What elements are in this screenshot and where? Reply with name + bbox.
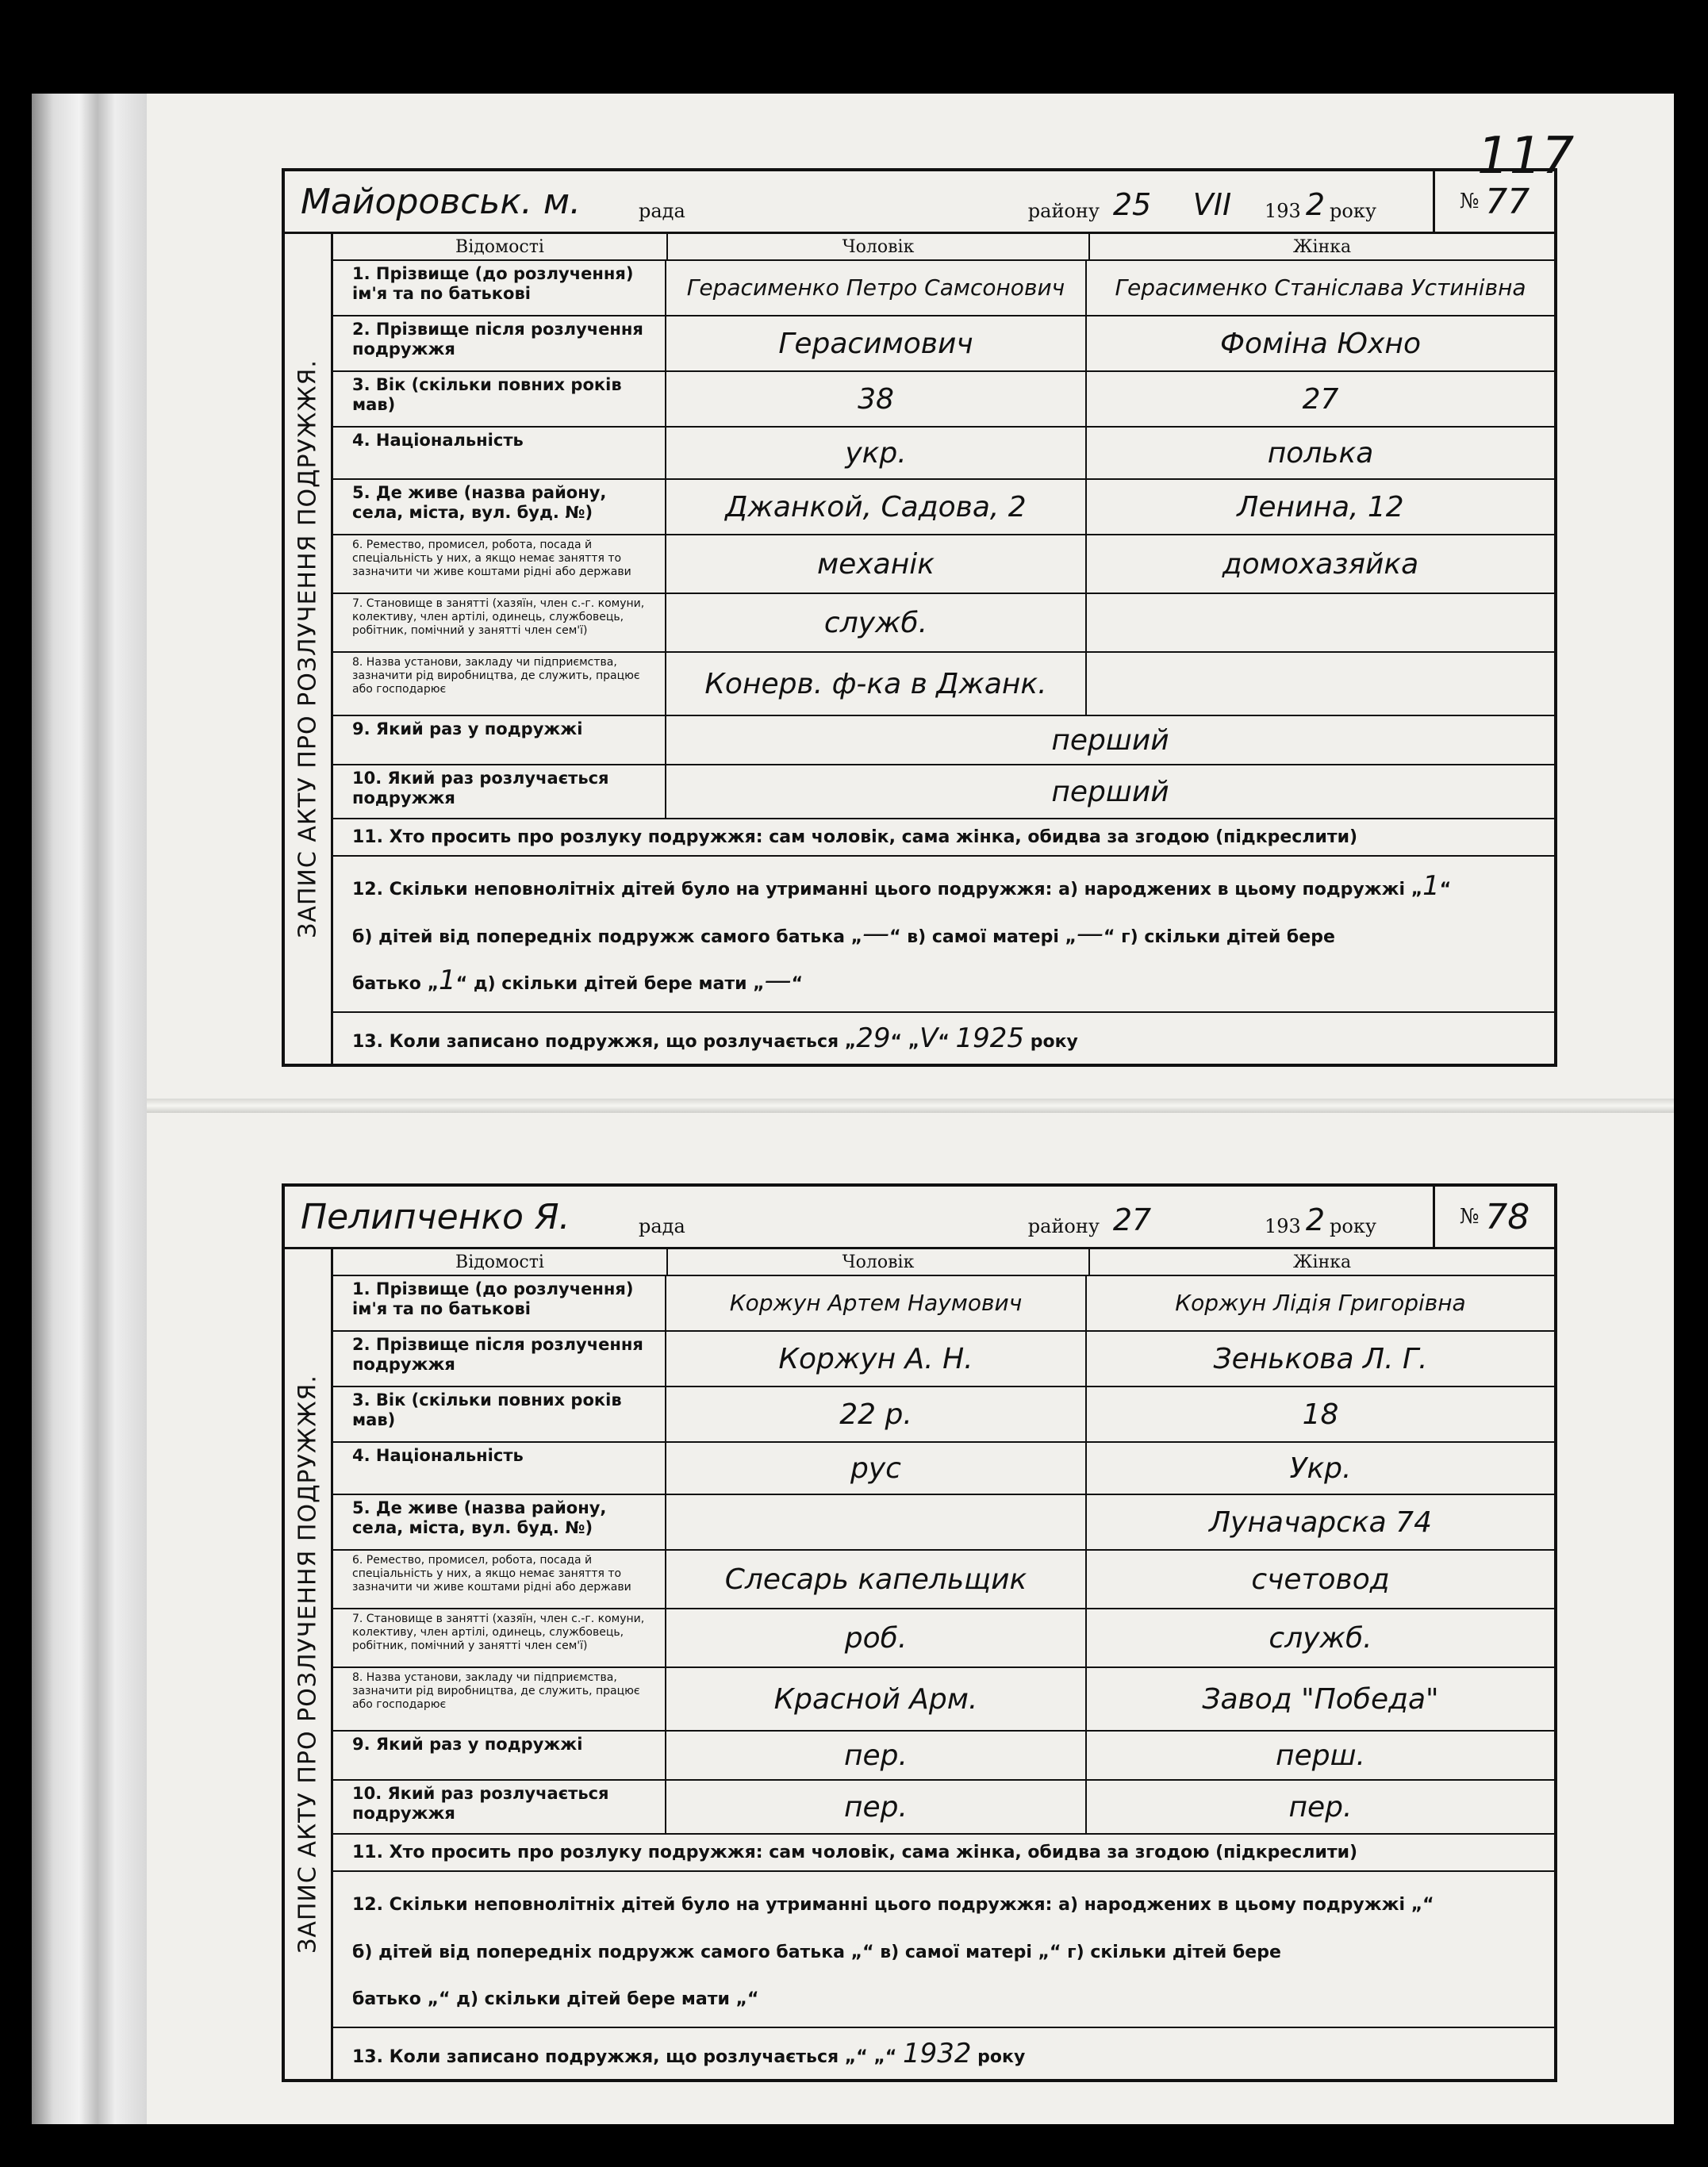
roku-label: року [1330, 1215, 1376, 1237]
label-employer: 8. Назва установи, закладу чи підприємства, зазначити рід виробництва, де служить, працює або господарює [333, 653, 666, 715]
husband-name: Герасименко Петро Самсонович [666, 261, 1087, 315]
wife-nationality: Укр. [1289, 1452, 1352, 1485]
husband-employer: Красной Арм. [666, 1668, 1087, 1730]
husband-age: 22 р. [666, 1387, 1087, 1441]
label-occupation: 6. Ремество, промисел, робота, посада й спеціальність у них, а якщо немає заняття то зазначити чи живе коштами рідні або держави [333, 1551, 666, 1608]
rayonu-label: району [1027, 1215, 1100, 1237]
line-11: 11. Хто просить про розлуку подружжя: сам чоловік, сама жінка, обидва за згодою (підкреслити) [333, 819, 1554, 857]
wife-nationality: полька [1267, 436, 1374, 470]
record-number: 78 [1485, 1196, 1530, 1237]
wife-status: служб. [1269, 1621, 1372, 1655]
husband-time-married: пер. [666, 1732, 1087, 1779]
roku-label: року [1330, 200, 1376, 222]
husband-employer: Конерв. ф-ка в Джанк. [666, 653, 1087, 715]
husband-surname-after: Герасимович [666, 316, 1087, 370]
wife-occupation: домохазяйка [1222, 547, 1419, 581]
wife-residence: Луначарска 74 [1208, 1505, 1432, 1539]
label-age: 3. Вік (скільки повних років мав) [333, 1387, 666, 1441]
husband-occupation: Слесарь капельщик [666, 1551, 1087, 1608]
wife-employer [1087, 653, 1554, 715]
page-number: 117 [1477, 127, 1575, 186]
year-digit: 2 [1305, 1202, 1325, 1237]
number-label: № [1459, 190, 1480, 213]
label-name: 1. Прізвище (до розлучення) ім'я та по батькові [333, 261, 666, 315]
wife-name: Герасименко Станіслава Устинівна [1115, 274, 1526, 301]
wife-status [1087, 594, 1554, 651]
time-married: перший [1051, 723, 1169, 757]
wife-employer: Завод "Победа" [1202, 1682, 1439, 1716]
label-nationality: 4. Національність [333, 1443, 666, 1494]
married-month: V [919, 1022, 938, 1054]
label-time-married: 9. Який раз у подружжі [333, 1732, 666, 1779]
husband-status: служб. [666, 594, 1087, 651]
wife-occupation: счетовод [1251, 1563, 1390, 1596]
wife-time-divorce: пер. [1288, 1790, 1353, 1824]
rada-label: рада [639, 1215, 685, 1237]
side-title: ЗАПИС АКТУ ПРО РОЗЛУЧЕННЯ ПОДРУЖЖЯ. [294, 359, 322, 938]
label-age: 3. Вік (скільки повних років мав) [333, 372, 666, 426]
husband-residence [666, 1495, 1087, 1549]
husband-age: 38 [666, 372, 1087, 426]
father-takes: 1 [439, 965, 456, 996]
label-time-divorce: 10. Який раз розлучається подружжя [333, 1781, 666, 1833]
children-this: 1 [1422, 870, 1440, 902]
wife-age: 27 [1302, 382, 1339, 416]
husband-time-divorce: пер. [666, 1781, 1087, 1833]
year-prefix: 193 [1265, 200, 1301, 222]
husband-occupation: механік [666, 535, 1087, 593]
col-wife: Жінка [1292, 236, 1352, 257]
line-12: 12. Скільки неповнолітніх дітей було на утриманні цього подружжя: а) народжених в цьому подружжі „“ б) дітей від попередніх подружж самого батька „“ в) самої матері „“ г) скільки дітей бере батько „“ д) скільки дітей бере мати „“ [333, 1872, 1554, 2028]
rada-name: Майоровськ. м. [301, 182, 581, 222]
col-husband: Чоловік [668, 1249, 1090, 1275]
husband-name: Коржун Артем Наумович [666, 1276, 1087, 1330]
page-fold [147, 1099, 1674, 1113]
wife-age: 18 [1302, 1398, 1339, 1431]
label-time-married: 9. Який раз у подружжі [333, 716, 666, 764]
col-wife: Жінка [1292, 1252, 1352, 1272]
married-day: 29 [856, 1022, 891, 1054]
col-husband: Чоловік [668, 234, 1090, 259]
children-mother: — [1076, 917, 1103, 949]
husband-surname-after: Коржун А. Н. [666, 1332, 1087, 1386]
wife-residence: Ленина, 12 [1237, 490, 1404, 524]
label-name: 1. Прізвище (до розлучення) ім'я та по батькові [333, 1276, 666, 1330]
side-title: ЗАПИС АКТУ ПРО РОЗЛУЧЕННЯ ПОДРУЖЖЯ. [294, 1374, 322, 1954]
label-employer: 8. Назва установи, закладу чи підприємства, зазначити рід виробництва, де служить, працює або господарює [333, 1668, 666, 1730]
divorce-record-2 [282, 1183, 1557, 2082]
label-status: 7. Становище в занятті (хазяїн, член с.-г. комуни, колективу, член артілі, одинець, службовець, робітник, помічний у занятті член сем'ї) [333, 594, 666, 651]
record-day: 25 [1112, 187, 1152, 222]
children-father: — [862, 917, 890, 949]
husband-status: роб. [666, 1609, 1087, 1666]
line-13: 13. Коли записано подружжя, що розлучається „29“ „V“ 1925 року [352, 1022, 1078, 1054]
col-info: Відомості [333, 1249, 668, 1275]
year-prefix: 193 [1265, 1215, 1301, 1237]
wife-name: Коржун Лідія Григорівна [1175, 1289, 1466, 1316]
wife-time-married: перш. [1276, 1739, 1365, 1772]
rada-label: рада [639, 200, 685, 222]
label-nationality: 4. Національність [333, 428, 666, 478]
record-day: 27 [1112, 1202, 1152, 1237]
husband-nationality: рус [666, 1443, 1087, 1494]
line-12: 12. Скільки неповнолітніх дітей було на утриманні цього подружжя: а) народжених в цьому подружжі „1“ б) дітей від попередніх подружж самого батька „—“ в) самої матері „—“ г) скільки дітей бере батько „1“ д) скільки дітей бере мати „—“ [333, 857, 1554, 1013]
record-number: 77 [1485, 181, 1530, 222]
label-status: 7. Становище в занятті (хазяїн, член с.-г. комуни, колективу, член артілі, одинець, службовець, робітник, помічний у занятті член сем'ї) [333, 1609, 666, 1666]
wife-surname-after: Фоміна Юхно [1220, 327, 1421, 360]
married-year: 1932 [902, 2037, 972, 2069]
married-year: 1925 [955, 1022, 1025, 1054]
label-surname-after: 2. Прізвище після розлучення подружжя [333, 316, 666, 370]
label-occupation: 6. Ремество, промисел, робота, посада й спеціальність у них, а якщо немає заняття то зазначити чи живе коштами рідні або держави [333, 535, 666, 593]
mother-takes: — [764, 965, 792, 996]
rada-name: Пелипченко Я. [301, 1197, 570, 1237]
wife-surname-after: Зенькова Л. Г. [1213, 1342, 1428, 1375]
label-residence: 5. Де живе (назва району, села, міста, вул. буд. №) [333, 480, 666, 534]
rayonu-label: району [1027, 200, 1100, 222]
time-divorce: перший [1051, 775, 1169, 808]
label-time-divorce: 10. Який раз розлучається подружжя [333, 765, 666, 818]
record-month: VII [1192, 187, 1232, 222]
husband-residence: Джанкой, Садова, 2 [666, 480, 1087, 534]
year-digit: 2 [1305, 187, 1325, 222]
label-residence: 5. Де живе (назва району, села, міста, вул. буд. №) [333, 1495, 666, 1549]
divorce-record-1 [282, 168, 1557, 1067]
label-surname-after: 2. Прізвище після розлучення подружжя [333, 1332, 666, 1386]
husband-nationality: укр. [666, 428, 1087, 478]
line-13: 13. Коли записано подружжя, що розлучається „“ „“ 1932 року [352, 2037, 1026, 2069]
number-label: № [1459, 1205, 1480, 1229]
col-info: Відомості [333, 234, 668, 259]
binding-edge [32, 94, 151, 2124]
line-11: 11. Хто просить про розлуку подружжя: сам чоловік, сама жінка, обидва за згодою (підкреслити) [333, 1835, 1554, 1872]
